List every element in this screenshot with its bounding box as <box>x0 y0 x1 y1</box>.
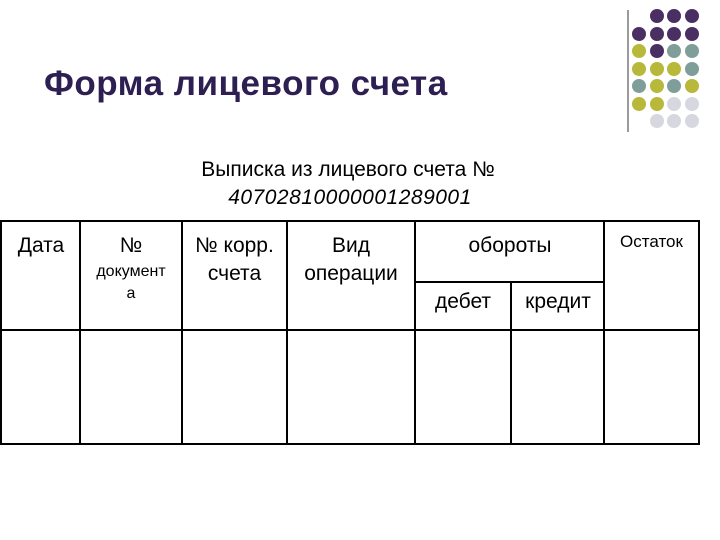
decorative-dot <box>650 9 664 23</box>
header-bottom-border <box>2 329 698 331</box>
decorative-dot <box>632 62 646 76</box>
decorative-dot <box>632 44 646 58</box>
header-operation-type-1: Вид <box>332 234 370 257</box>
decorative-dot <box>685 79 699 93</box>
decorative-dot <box>667 44 681 58</box>
header-corr-account: счета <box>207 262 262 285</box>
header-credit: кредит <box>525 290 591 313</box>
header-date: Дата <box>17 234 65 257</box>
decorative-dot <box>685 114 699 128</box>
ledger-table <box>0 220 700 445</box>
header-doc-number-word-2: а <box>126 285 136 302</box>
decorative-dot <box>650 44 664 58</box>
decorative-dot <box>632 97 646 111</box>
statement-heading: Выписка из лицевого счета № <box>201 158 495 181</box>
decorative-dot <box>685 62 699 76</box>
decorative-dot <box>667 27 681 41</box>
header-balance: Остаток <box>620 232 683 251</box>
account-number: 40702810000001289001 <box>228 186 472 209</box>
decorative-divider <box>627 10 629 132</box>
decorative-dot <box>650 62 664 76</box>
header-operation-type-2: операции <box>304 262 398 285</box>
decorative-dot <box>685 27 699 41</box>
header-turnovers: обороты <box>468 234 552 257</box>
decorative-dot <box>667 9 681 23</box>
header-doc-number-symbol: № <box>119 234 143 257</box>
header-corr-number: № корр. <box>195 234 274 257</box>
decorative-dot <box>685 97 699 111</box>
decorative-dot <box>632 27 646 41</box>
decorative-dot <box>685 9 699 23</box>
decorative-dot <box>667 114 681 128</box>
decorative-dot <box>667 62 681 76</box>
decorative-dot <box>650 79 664 93</box>
header-doc-number-word-1: документ <box>96 263 166 280</box>
decorative-dot <box>650 27 664 41</box>
turnover-subheader-divider <box>415 281 605 283</box>
decorative-dot <box>650 97 664 111</box>
decorative-dot <box>650 114 664 128</box>
slide-title: Форма лицевого счета <box>44 64 448 103</box>
decorative-dot <box>632 79 646 93</box>
decorative-dot <box>667 79 681 93</box>
decorative-dot <box>667 97 681 111</box>
header-debit: дебет <box>434 290 492 313</box>
decorative-dot <box>685 44 699 58</box>
